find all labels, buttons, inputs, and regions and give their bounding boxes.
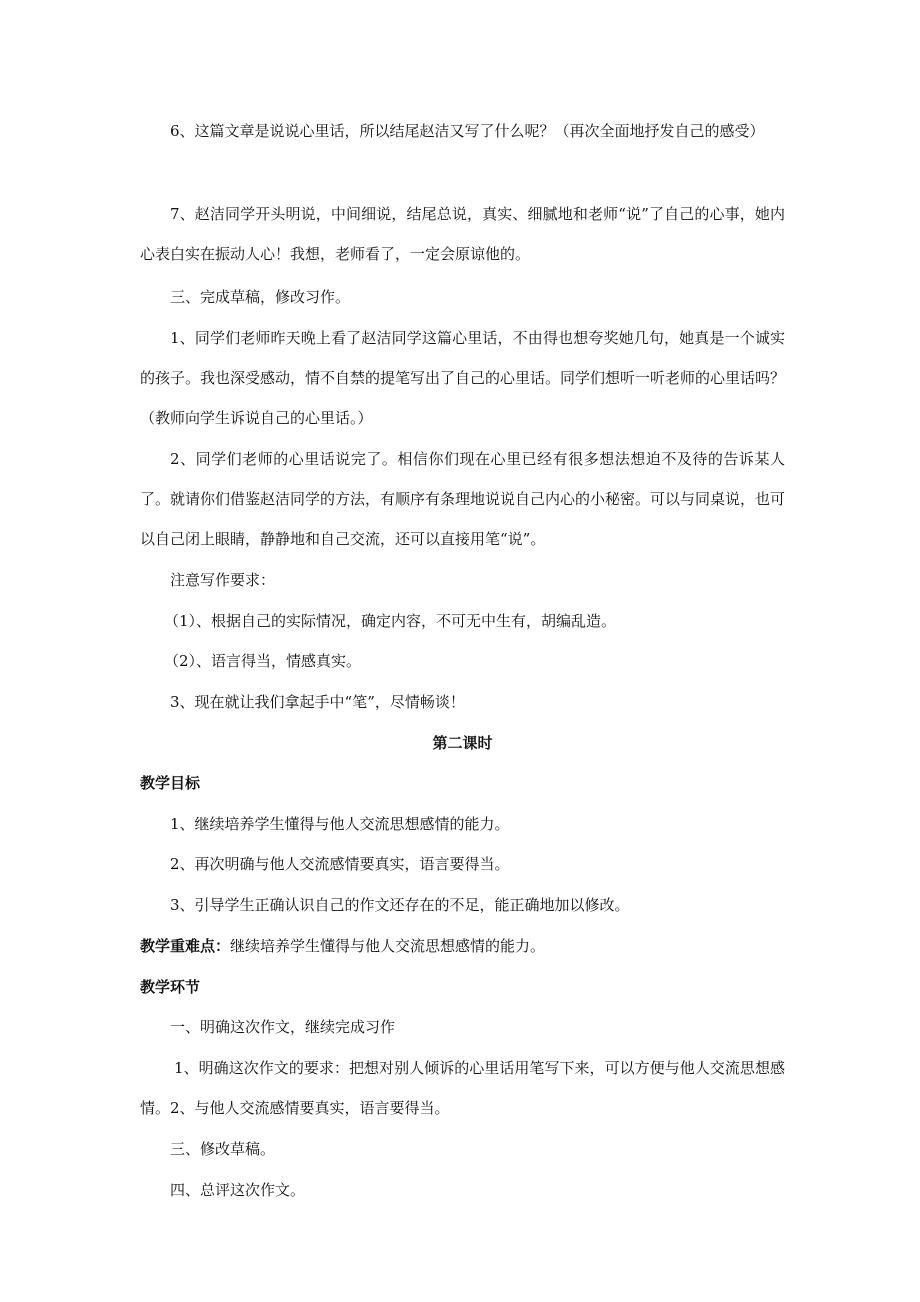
paragraph-step-2: 2、同学们老师的心里话说完了。相信你们现在心里已经有很多想法想迫不及待的告诉某人了。就请你们借鉴赵洁同学的方法，有顺序有条理地说说自己内心的小秘密。可以与同桌说，也可以自己闭上眼睛，静静地和自己交流，还可以直接用笔“说”。	[140, 450, 786, 548]
lesson-two-title: 第二课时	[432, 734, 493, 752]
step-four: 四、总评这次作文。	[170, 1181, 306, 1199]
goal-1: 1、继续培养学生懂得与他人交流思想感情的能力。	[170, 815, 510, 833]
paragraph-question-6: 6、这篇文章是说说心里话，所以结尾赵洁又写了什么呢？（再次全面地抒发自己的感受）	[170, 122, 765, 140]
writing-requirements-label: 注意写作要求：	[170, 571, 276, 589]
step-one-detail: 1、明确这次作文的要求：把想对别人倾诉的心里话用笔写下来，可以方便与他人交流思想感情。2、与他人交流感情要真实，语言要得当。	[140, 1059, 785, 1117]
requirement-1: （1）、根据自己的实际情况，确定内容，不可无中生有，胡编乱造。	[164, 612, 617, 630]
paragraph-point-7: 7、赵洁同学开头明说，中间细说，结尾总说，真实、细腻地和老师“说”了自己的心事，她内心表白实在振动人心！我想，老师看了，一定会原谅他的。	[140, 205, 785, 263]
goal-3: 3、引导学生正确认识自己的作文还存在的不足，能正确地加以修改。	[170, 896, 630, 914]
section-three-heading: 三、完成草稿，修改习作。	[170, 288, 351, 306]
paragraph-step-3: 3、现在就让我们拿起手中“笔”，尽情畅谈！	[170, 693, 465, 711]
goal-2: 2、再次明确与他人交流感情要真实，语言要得当。	[170, 855, 510, 873]
key-difficulty-line	[140, 926, 785, 966]
step-three: 三、修改草稿。	[170, 1140, 276, 1158]
paragraph-step-1: 1、同学们老师昨天晚上看了赵洁同学这篇心里话，不由得也想夸奖她几句，她真是一个诚实的孩子。我也深受感动，情不自禁的提笔写出了自己的心里话。同学们想听一听老师的心里话吗？（教师向学生诉说自己的心里话。）	[140, 329, 786, 427]
teaching-steps-heading: 教学环节	[140, 978, 201, 996]
requirement-2: （2）、语言得当，情感真实。	[164, 652, 362, 670]
step-one-heading: 一、明确这次作文，继续完成习作	[170, 1018, 396, 1036]
key-difficulty-text: 继续培养学生懂得与他人交流思想感情的能力。	[230, 937, 546, 955]
teaching-goals-heading: 教学目标	[140, 774, 201, 792]
key-difficulty-label: 教学重难点：	[140, 937, 231, 955]
